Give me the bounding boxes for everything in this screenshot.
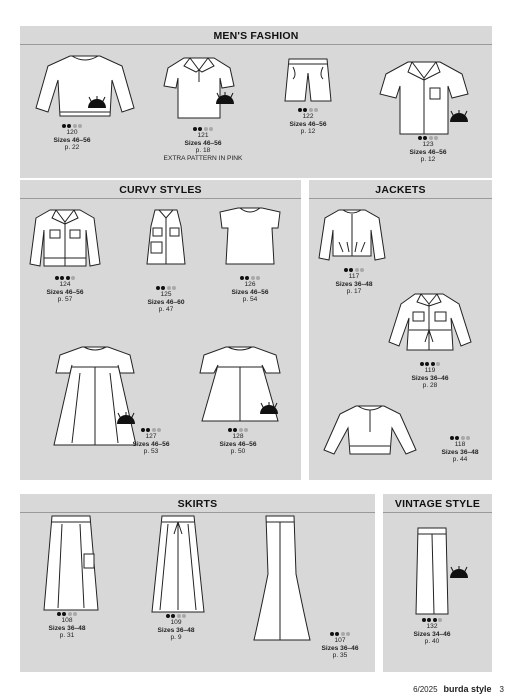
difficulty-dots — [156, 614, 196, 618]
pincushion-icon — [258, 402, 280, 416]
difficulty-dot-filled — [146, 428, 150, 432]
brand-logo: burda style — [443, 684, 492, 694]
difficulty-dot-empty — [167, 286, 171, 290]
difficulty-dots — [412, 618, 452, 622]
difficulty-dot-filled — [427, 618, 431, 622]
pattern-page: p. 40 — [424, 638, 440, 646]
pattern-page: p. 31 — [59, 632, 75, 640]
difficulty-dot-filled — [450, 436, 454, 440]
difficulty-dot-filled — [228, 428, 232, 432]
pattern-number: 125 — [160, 291, 172, 298]
page-number: 3 — [499, 685, 504, 694]
garment-126-drawing — [218, 206, 282, 268]
difficulty-dot-empty — [434, 136, 438, 140]
caption-107 — [320, 632, 360, 660]
pattern-page: p. 22 — [64, 144, 80, 152]
difficulty-dot-filled — [240, 276, 244, 280]
caption-120 — [52, 124, 92, 152]
difficulty-dot-empty — [466, 436, 470, 440]
pattern-sizes: Sizes 36–48 — [335, 280, 373, 288]
section-divider — [20, 198, 301, 199]
caption-128 — [218, 428, 258, 456]
difficulty-dot-filled — [433, 618, 437, 622]
pattern-page: p. 17 — [346, 288, 362, 296]
caption-126 — [230, 276, 270, 304]
garment-124-drawing — [28, 206, 102, 272]
section-title-curvy: CURVY STYLES — [119, 184, 202, 196]
pattern-sizes: Sizes 46–56 — [409, 148, 447, 156]
pattern-sizes: Sizes 36–48 — [157, 626, 195, 634]
difficulty-dot-empty — [182, 614, 186, 618]
pattern-sizes: Sizes 46–56 — [46, 288, 84, 296]
difficulty-dot-filled — [233, 428, 237, 432]
pincushion-icon — [214, 92, 236, 106]
pattern-number: 117 — [348, 273, 360, 280]
difficulty-dot-empty — [314, 108, 318, 112]
difficulty-dots — [218, 428, 258, 432]
pattern-number: 121 — [197, 132, 209, 139]
difficulty-dot-empty — [436, 362, 440, 366]
pattern-sizes: Sizes 34–46 — [413, 630, 451, 638]
pattern-sizes: Sizes 46–56 — [231, 288, 269, 296]
caption-117 — [334, 268, 374, 296]
difficulty-dot-empty — [355, 268, 359, 272]
difficulty-dot-filled — [141, 428, 145, 432]
difficulty-dot-empty — [346, 632, 350, 636]
caption-121 — [143, 127, 263, 162]
difficulty-dot-filled — [66, 276, 70, 280]
difficulty-dot-filled — [330, 632, 334, 636]
garment-117-drawing — [317, 206, 387, 266]
pattern-number: 127 — [145, 433, 157, 440]
garment-123-drawing — [378, 58, 470, 138]
pattern-page: p. 53 — [143, 448, 159, 456]
difficulty-dot-empty — [360, 268, 364, 272]
pattern-page: p. 35 — [332, 652, 348, 660]
difficulty-dot-empty — [244, 428, 248, 432]
garment-120-drawing — [30, 52, 140, 122]
pattern-sizes: Sizes 36–48 — [48, 624, 86, 632]
pattern-number: 108 — [61, 617, 73, 624]
difficulty-dot-empty — [157, 428, 161, 432]
section-title-mens: MEN'S FASHION — [213, 30, 299, 42]
pattern-sizes: Sizes 46–56 — [53, 136, 91, 144]
difficulty-dot-filled — [161, 286, 165, 290]
difficulty-dot-empty — [204, 127, 208, 131]
difficulty-dot-filled — [349, 268, 353, 272]
difficulty-dot-filled — [62, 124, 66, 128]
garment-107-drawing — [252, 514, 312, 644]
difficulty-dot-filled — [60, 276, 64, 280]
difficulty-dot-filled — [57, 612, 61, 616]
difficulty-dots — [47, 612, 87, 616]
difficulty-dot-empty — [341, 632, 345, 636]
pincushion-icon — [448, 566, 470, 580]
garment-108-drawing — [42, 514, 100, 614]
difficulty-dot-empty — [256, 276, 260, 280]
difficulty-dots — [146, 286, 186, 290]
difficulty-dot-filled — [303, 108, 307, 112]
difficulty-dot-empty — [152, 428, 156, 432]
pattern-page: p. 28 — [422, 382, 438, 390]
difficulty-dot-filled — [425, 362, 429, 366]
garment-132-drawing — [414, 526, 450, 616]
section-divider — [309, 198, 492, 199]
extra-pattern-note: EXTRA PATTERN IN PINK — [163, 154, 243, 162]
difficulty-dot-empty — [177, 614, 181, 618]
section-divider — [20, 512, 375, 513]
caption-108 — [47, 612, 87, 640]
pattern-sizes: Sizes 46–56 — [219, 440, 257, 448]
difficulty-dot-empty — [461, 436, 465, 440]
pincushion-icon — [115, 412, 137, 426]
pattern-number: 123 — [422, 141, 434, 148]
difficulty-dot-empty — [209, 127, 213, 131]
pattern-page: p. 12 — [420, 156, 436, 164]
pattern-page: p. 12 — [300, 128, 316, 136]
difficulty-dots — [408, 136, 448, 140]
difficulty-dot-empty — [68, 612, 72, 616]
pattern-page: p. 50 — [230, 448, 246, 456]
section-title-jackets: JACKETS — [375, 184, 426, 196]
difficulty-dot-empty — [251, 276, 255, 280]
garment-122-drawing — [283, 55, 333, 105]
difficulty-dot-empty — [172, 286, 176, 290]
pattern-sizes: Sizes 46–56 — [184, 139, 222, 147]
difficulty-dot-empty — [78, 124, 82, 128]
caption-124 — [45, 276, 85, 304]
pattern-number: 120 — [66, 129, 78, 136]
difficulty-dot-filled — [335, 632, 339, 636]
difficulty-dots — [230, 276, 270, 280]
pincushion-icon — [448, 110, 470, 124]
pattern-page: p. 9 — [170, 634, 182, 642]
section-title-vintage: VINTAGE STYLE — [394, 498, 481, 510]
section-divider — [383, 512, 492, 513]
caption-118 — [440, 436, 480, 464]
difficulty-dot-filled — [245, 276, 249, 280]
garment-125-drawing — [145, 206, 187, 268]
difficulty-dot-empty — [429, 136, 433, 140]
difficulty-dot-filled — [455, 436, 459, 440]
issue-date: 6/2025 — [413, 685, 438, 694]
difficulty-dots — [131, 428, 171, 432]
difficulty-dots — [440, 436, 480, 440]
difficulty-dot-empty — [71, 276, 75, 280]
pattern-page: p. 18 — [195, 147, 211, 155]
difficulty-dot-filled — [422, 618, 426, 622]
pattern-sizes: Sizes 46–56 — [289, 120, 327, 128]
pattern-number: 126 — [244, 281, 256, 288]
pattern-sizes: Sizes 46–56 — [132, 440, 170, 448]
pattern-sizes: Sizes 46–60 — [147, 298, 185, 306]
caption-109 — [156, 614, 196, 642]
pattern-sizes: Sizes 36–46 — [411, 374, 449, 382]
difficulty-dots — [45, 276, 85, 280]
pattern-number: 122 — [302, 113, 314, 120]
difficulty-dot-filled — [171, 614, 175, 618]
pattern-number: 118 — [454, 441, 466, 448]
pattern-number: 109 — [170, 619, 182, 626]
garment-121-drawing — [160, 52, 238, 122]
pattern-page: p. 54 — [242, 296, 258, 304]
section-divider — [20, 44, 492, 45]
caption-127 — [131, 428, 171, 456]
difficulty-dot-empty — [239, 428, 243, 432]
pattern-number: 119 — [424, 367, 436, 374]
caption-123 — [408, 136, 448, 164]
difficulty-dot-filled — [198, 127, 202, 131]
garment-118-drawing — [320, 402, 420, 462]
pattern-sizes: Sizes 36–48 — [441, 448, 479, 456]
difficulty-dots — [52, 124, 92, 128]
difficulty-dot-filled — [423, 136, 427, 140]
pattern-sizes: Sizes 36–46 — [321, 644, 359, 652]
difficulty-dots — [320, 632, 360, 636]
garment-109-drawing — [150, 514, 206, 616]
difficulty-dot-filled — [418, 136, 422, 140]
difficulty-dot-filled — [431, 362, 435, 366]
difficulty-dot-filled — [156, 286, 160, 290]
pincushion-icon — [86, 96, 108, 110]
difficulty-dot-empty — [438, 618, 442, 622]
page-footer — [413, 684, 504, 694]
difficulty-dot-empty — [73, 124, 77, 128]
garment-127-drawing — [50, 345, 140, 450]
difficulty-dot-empty — [73, 612, 77, 616]
difficulty-dot-filled — [166, 614, 170, 618]
garment-119-drawing — [385, 290, 475, 356]
pattern-number: 124 — [59, 281, 71, 288]
difficulty-dots — [334, 268, 374, 272]
difficulty-dots — [410, 362, 450, 366]
difficulty-dot-empty — [309, 108, 313, 112]
caption-119 — [410, 362, 450, 390]
difficulty-dot-filled — [298, 108, 302, 112]
section-title-skirts: SKIRTS — [177, 498, 218, 510]
difficulty-dot-filled — [344, 268, 348, 272]
pattern-number: 128 — [232, 433, 244, 440]
difficulty-dot-filled — [67, 124, 71, 128]
pattern-number: 107 — [334, 637, 346, 644]
difficulty-dots — [143, 127, 263, 131]
caption-122 — [288, 108, 328, 136]
caption-125 — [146, 286, 186, 314]
caption-132 — [412, 618, 452, 646]
pattern-page: p. 47 — [158, 306, 174, 314]
difficulty-dot-filled — [420, 362, 424, 366]
difficulty-dot-filled — [193, 127, 197, 131]
pattern-page: p. 57 — [57, 296, 73, 304]
difficulty-dot-filled — [55, 276, 59, 280]
pattern-number: 132 — [426, 623, 438, 630]
difficulty-dot-filled — [62, 612, 66, 616]
difficulty-dots — [288, 108, 328, 112]
pattern-page: p. 44 — [452, 456, 468, 464]
